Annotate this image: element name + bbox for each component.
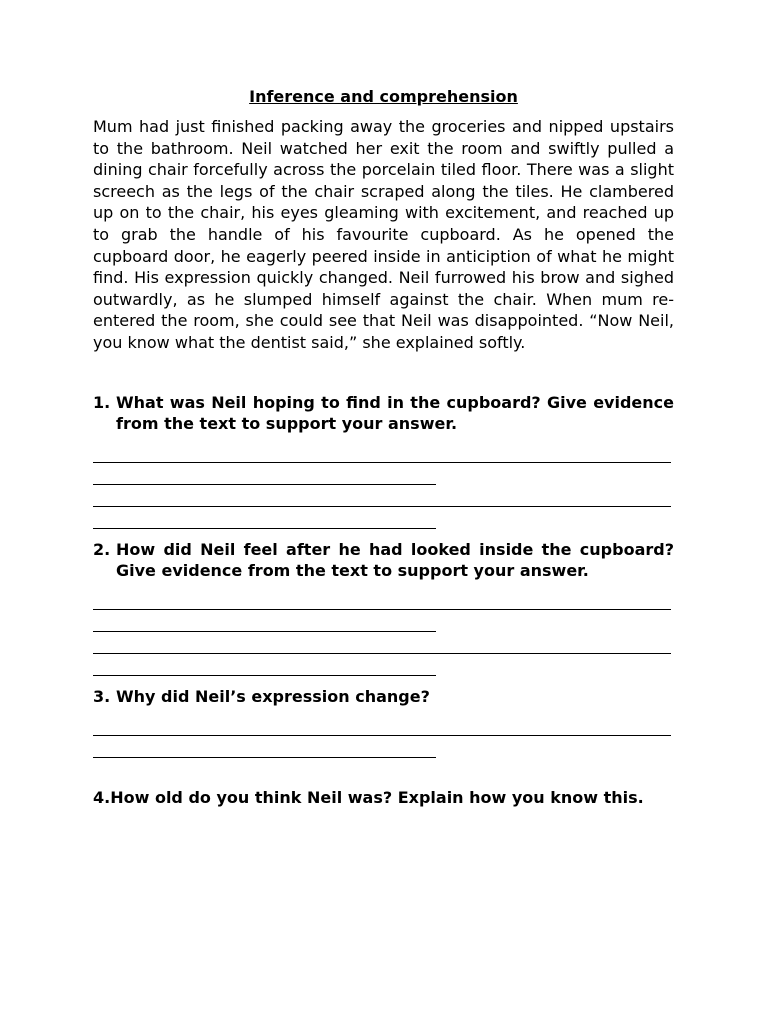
- worksheet-title: Inference and comprehension: [249, 87, 518, 106]
- question-number: 1.: [93, 392, 111, 412]
- question-text: Why did Neil’s expression change?: [116, 686, 430, 706]
- question-2: [93, 539, 674, 582]
- question-text: How old do you think Neil was? Explain how you know this.: [110, 787, 644, 807]
- question-4: [93, 787, 674, 809]
- question-number: 3.: [93, 686, 111, 706]
- reading-passage: Mum had just finished packing away the groceries and nipped upstairs to the bathroom. Neil watched her exit the room and swiftly pulled a dining chair forcefully across the porcelain tiled floor. There was a slight screech as the legs of the chair scraped along the tiles. He clambered up on to the chair, his eyes gleaming with excitement, and reached up to grab the handle of his favourite cupboard. As he opened the cupboard door, he eagerly peered inside in anticiption of what he might find. His expression quickly changed. Neil furrowed his brow and sighed outwardly, as he slumped himself against the chair. When mum re-entered the room, she could see that Neil was disappointed. “Now Neil, you know what the dentist said,” she explained softly.: [93, 117, 674, 352]
- question-3: [93, 686, 674, 708]
- worksheet-page: [93, 86, 674, 808]
- question-text: How did Neil feel after he had looked inside the cupboard? Give evidence from the text to support your answer.: [116, 539, 674, 581]
- question-number: 4.: [93, 787, 111, 807]
- question-1: [93, 392, 674, 435]
- question-text: What was Neil hoping to find in the cupboard? Give evidence from the text to support your answer.: [116, 392, 674, 434]
- question-number: 2.: [93, 539, 111, 559]
